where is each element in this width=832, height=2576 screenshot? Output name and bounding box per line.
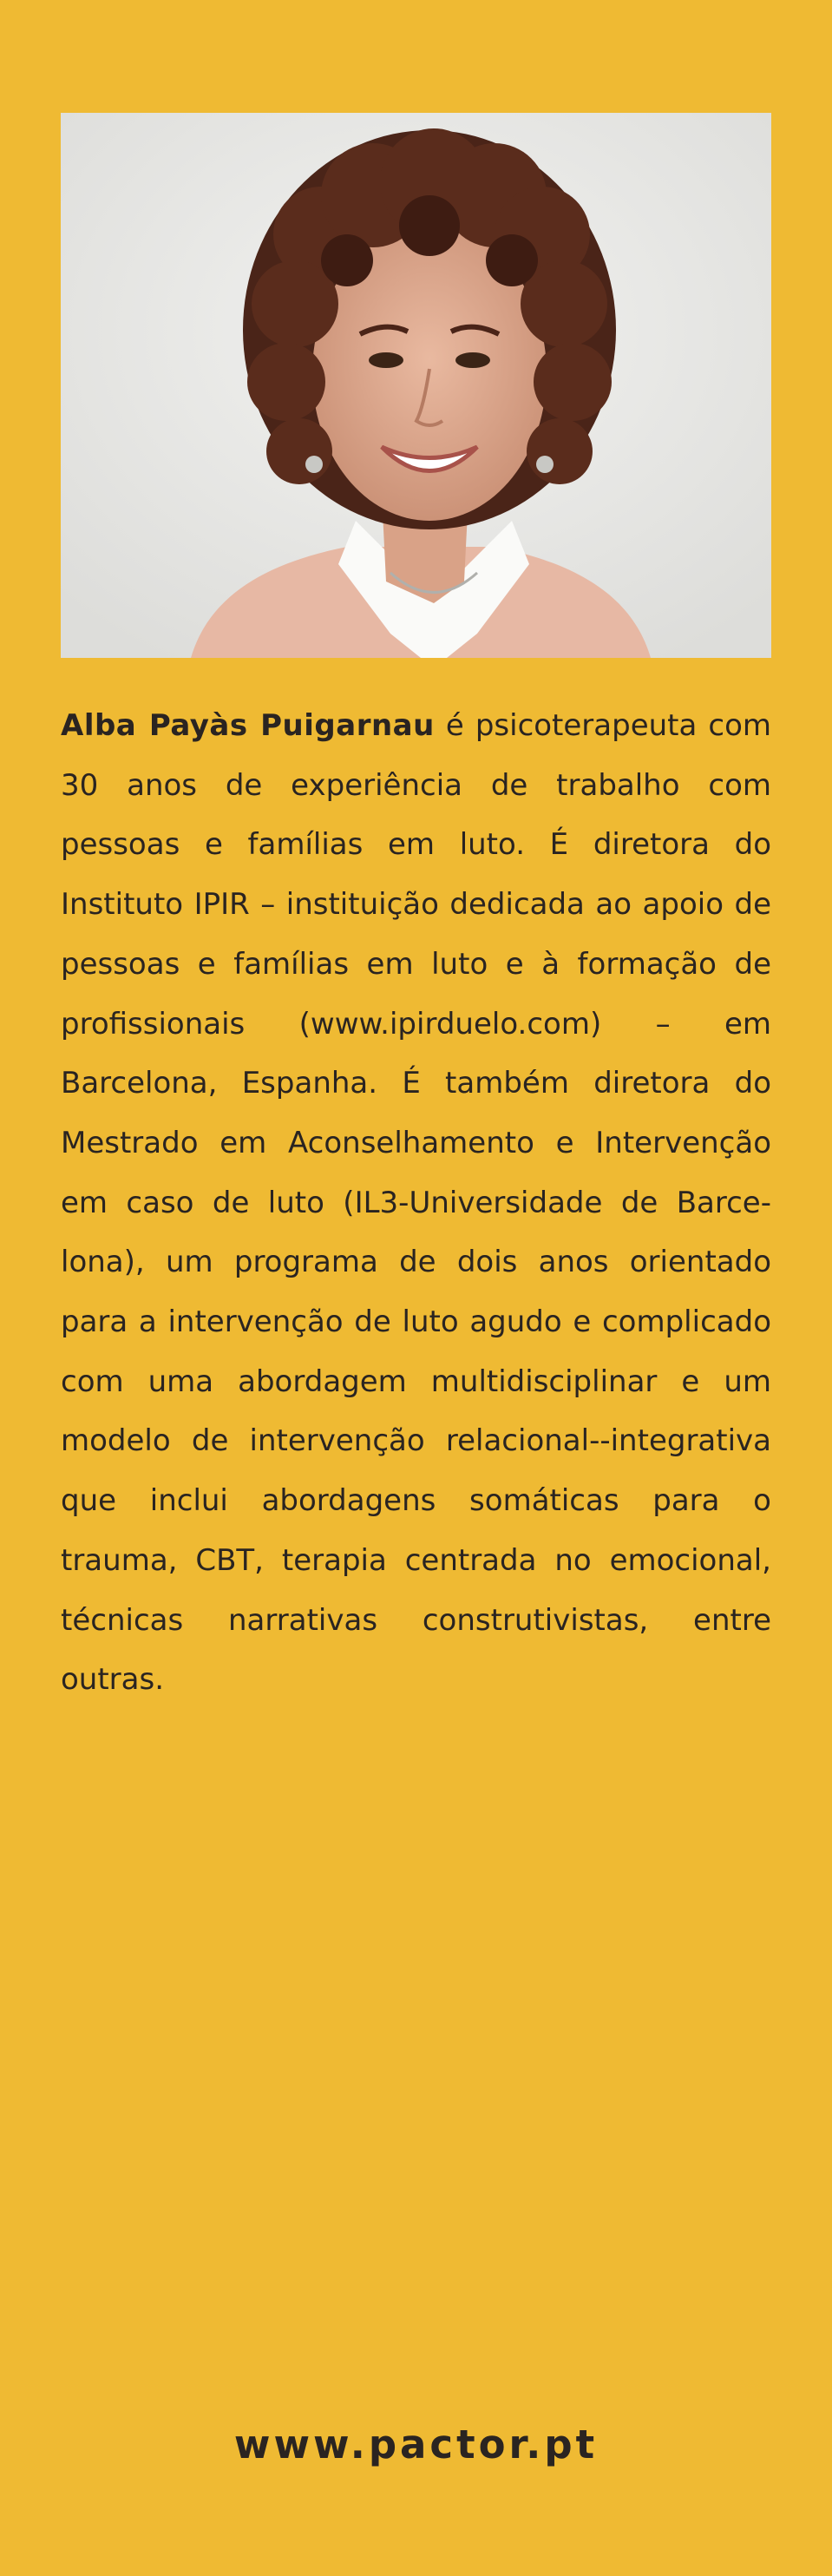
- author-bio: [61, 696, 771, 1710]
- author-photo: [61, 113, 771, 658]
- bio-text: é psicoterapeuta com 30 anos de experiência de trabalho com pessoas e famílias em luto. É diretora do Instituto IPIR – instituição dedicada ao apoio de pessoas e famílias em luto e à formação de profissionais (www.ipirduelo.com) – em Barcelona, Espanha. É também diretora do Mestrado em Aconselhamento e Intervenção em caso de luto (IL3-Universidade de Barcelona), um programa de dois anos orientado para a intervenção de luto agudo e complicado com uma abordagem multidisciplinar e um modelo de intervenção relacional-​-integrativa que inclui abordagens somáticas para o trauma, CBT, terapia centrada no emocional, técnicas narrativas construtivistas, entre outras.: [61, 708, 771, 1698]
- author-name: Alba Payàs Puigarnau: [61, 708, 435, 743]
- author-portrait-illustration: [61, 113, 771, 658]
- publisher-website: www.pactor.pt: [233, 2422, 599, 2468]
